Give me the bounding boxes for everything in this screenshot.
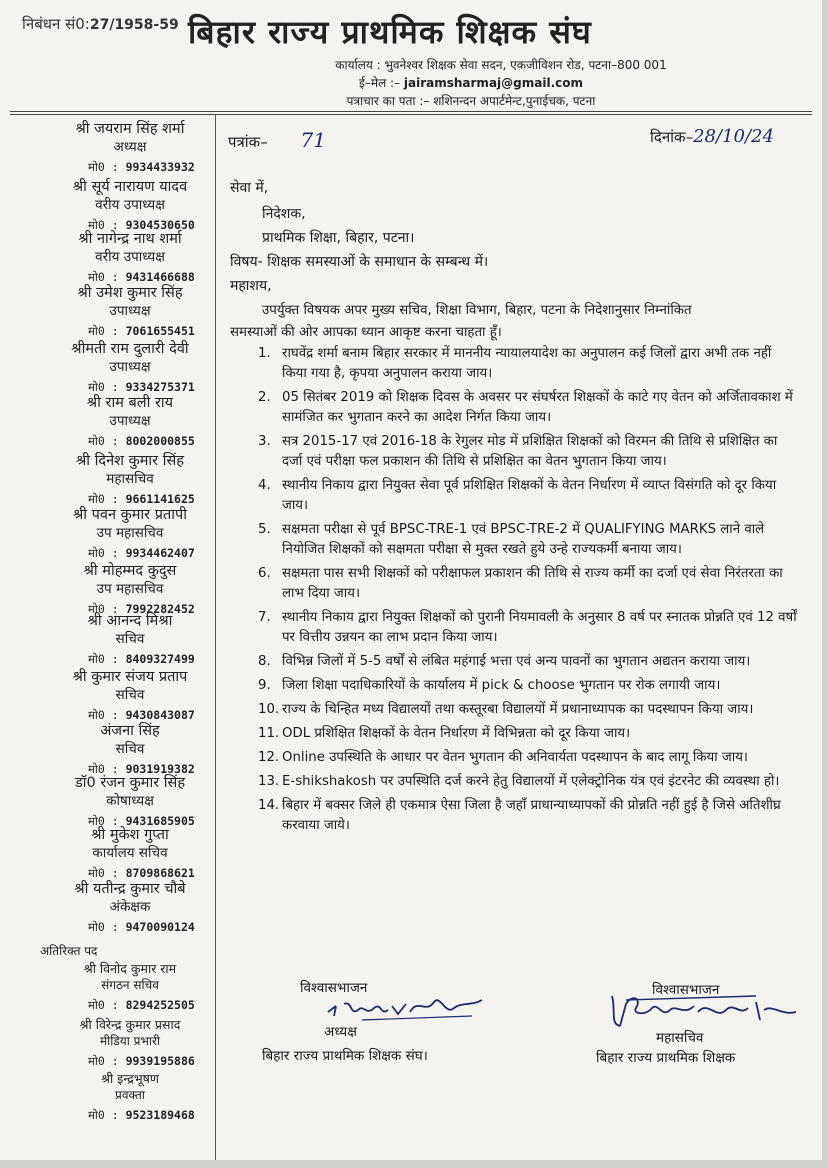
letter-date: दिनांक–28/10/24 <box>650 126 774 147</box>
official-name: श्री विरेन्द्र कुमार प्रसाद <box>79 1017 181 1032</box>
subject-line: विषय- शिक्षक समस्याओं के समाधान के सम्बन्ध में। <box>230 254 489 270</box>
official-entry <box>50 562 210 598</box>
issue-item <box>258 388 798 428</box>
issue-item <box>258 700 798 720</box>
official-post: उपाध्यक्ष <box>109 413 151 429</box>
official-entry <box>50 506 210 542</box>
official-name: श्री नागेन्द्र नाथ शर्मा <box>78 231 182 247</box>
additional-official-entry <box>50 1070 210 1104</box>
office-address: कार्यालय : भुवनेश्वर शिक्षक सेवा सदन, एकजीविशन रोड, पटना–800 001 <box>335 58 667 72</box>
closing-left: विश्वासभाजन <box>300 980 368 996</box>
issue-number: 12. <box>258 750 280 765</box>
official-name: श्री पवन कुमार प्रतापी <box>73 507 187 523</box>
official-mobile <box>88 866 195 881</box>
greeting: महाशय, <box>230 278 272 294</box>
issue-text: राज्य के चिन्हित मध्य विद्यालयों तथा कस्तूरबा विद्यालयों में प्रधानाध्यापक का पदस्थापन किया जाय। <box>282 702 754 717</box>
issue-text: सक्षमता परीक्षा से पूर्व BPSC-TRE-1 एवं BPSC-TRE-2 में QUALIFYING MARKS लाने वाले नियोजित शिक्षकों को सक्षमता परीक्षा से मुक्त रखते हुये उन्हे राज्यकर्मी बनाया जाय। <box>282 522 765 557</box>
official-name: डॉ0 रंजन कुमार सिंह <box>74 775 186 791</box>
issue-item <box>258 520 798 560</box>
signatory-post-left: अध्यक्ष <box>324 1024 357 1040</box>
additional-posts-label: अतिरिक्त पद <box>40 944 98 958</box>
official-entry <box>50 178 210 214</box>
official-entry <box>50 668 210 704</box>
issue-text: विभिन्न जिलों में 5-5 वर्षों से लंबित महंगाई भत्ता एवं अन्य पावनों का भुगतान अद्यतन कराया जाय। <box>282 654 751 669</box>
issue-text: 05 सितंबर 2019 को शिक्षक दिवस के अवसर पर संघर्षरत शिक्षकों के काटे गए वेतन को अर्जितावकाश में सामंजित कर भुगतान करने का आदेश निर्गत किया जाय। <box>282 390 793 425</box>
mobile-label: मो0 : <box>88 602 119 616</box>
mobile-number: 7061655451 <box>125 324 195 338</box>
official-name: श्री कुमार संजय प्रताप <box>72 669 188 685</box>
issue-item <box>258 564 798 604</box>
issue-item <box>258 796 798 836</box>
mobile-label: मो0 : <box>88 160 119 174</box>
issue-item <box>258 748 798 768</box>
official-post: कार्यालय सचिव <box>92 845 168 861</box>
official-mobile <box>88 492 195 507</box>
official-post: संगठन सचिव <box>101 978 159 992</box>
issue-text: स्थानीय निकाय द्वारा नियुक्त सेवा पूर्व प्रशिक्षित शिक्षकों के वेतन निर्धारण में व्याप्त विसंगति को दूर किया जाय। <box>282 478 777 513</box>
salutation-to: सेवा में, <box>230 180 269 196</box>
issue-item <box>258 344 798 384</box>
registration-number: निबंधन सं0:27/1958-59 <box>22 15 179 33</box>
official-entry <box>50 826 210 862</box>
official-name: श्री यतीन्द्र कुमार चौबे <box>74 881 186 897</box>
official-mobile <box>88 998 195 1013</box>
reference-number-value: 71 <box>300 128 326 152</box>
addressee-line: प्राथमिक शिक्षा, बिहार, पटना। <box>262 230 415 246</box>
signature-president <box>322 986 492 1026</box>
intro-line: समस्याओं की ओर आपका ध्यान आकृष्ट करना चाहता हूँ। <box>230 325 502 340</box>
issue-item <box>258 652 798 672</box>
mobile-number: 9470090124 <box>125 920 195 934</box>
official-name: श्री इन्द्रभूषण <box>101 1071 159 1086</box>
postal-address: पत्राचार का पता :– शशिनन्दन अपार्टमेन्ट,पुनाईचक, पटना <box>346 94 596 108</box>
official-name: श्री दिनेश कुमार सिंह <box>76 453 184 469</box>
official-entry <box>50 774 210 810</box>
issue-number: 5. <box>258 522 271 537</box>
issue-number: 2. <box>258 390 271 405</box>
reference-number: पत्रांक– 71 <box>228 128 326 152</box>
issue-number: 14. <box>258 798 280 813</box>
addressee-line: निदेशक, <box>262 206 306 222</box>
official-name: श्री मोहम्मद कुदुस <box>83 563 177 579</box>
official-mobile <box>88 920 195 935</box>
mobile-number: 8709868621 <box>125 866 195 880</box>
mobile-label: मो0 : <box>88 998 119 1012</box>
mobile-label: मो0 : <box>88 324 119 338</box>
official-post: मीडिया प्रभारी <box>99 1034 161 1048</box>
official-post: सचिव <box>115 687 145 703</box>
mobile-number: 9934462407 <box>125 546 195 560</box>
official-mobile <box>88 546 195 561</box>
mobile-number: 8002000855 <box>125 434 195 448</box>
official-post: प्रवक्ता <box>115 1088 145 1102</box>
additional-official-entry <box>50 960 210 994</box>
official-entry <box>50 880 210 916</box>
issue-item <box>258 772 798 792</box>
issue-number: 13. <box>258 774 280 789</box>
official-entry <box>50 120 210 156</box>
issue-item <box>258 676 798 696</box>
official-post: उपाध्यक्ष <box>109 359 151 375</box>
official-name: श्री उमेश कुमार सिंह <box>77 285 183 301</box>
official-post: अध्यक्ष <box>113 139 147 155</box>
issue-text: सत्र 2015-17 एवं 2016-18 के रेगुलर मोड में प्रशिक्षित शिक्षकों को विरमन की तिथि से प्रशिक्षित का दर्जा एवं परीक्षा फल प्रकाशन की तिथि से प्रशिक्षित का वेतन भुगतान किया जाय। <box>282 434 778 469</box>
header-divider <box>10 114 812 115</box>
mobile-label: मो0 : <box>88 762 119 776</box>
issue-text: Online उपस्थिति के आधार पर वेतन भुगतान की अनिवार्यता पदस्थापन के बाद लागू किया जाय। <box>282 750 748 765</box>
mobile-number: 7992282452 <box>125 602 195 616</box>
official-post: उप महासचिव <box>96 525 164 541</box>
official-post: वरीय उपाध्यक्ष <box>95 249 165 265</box>
mobile-label: मो0 : <box>88 1054 119 1068</box>
mobile-label: मो0 : <box>88 218 119 232</box>
official-post: महासचिव <box>106 471 154 487</box>
official-post: कोषाध्यक्ष <box>106 793 154 809</box>
mobile-label: मो0 : <box>88 434 119 448</box>
closing-right: विश्वासभाजन <box>652 982 720 998</box>
mobile-number: 9431685905 <box>125 814 195 828</box>
official-entry <box>50 612 210 648</box>
signatory-org-left: बिहार राज्य प्राथमिक शिक्षक संघ। <box>262 1048 428 1064</box>
official-post: उपाध्यक्ष <box>109 303 151 319</box>
official-mobile <box>88 434 195 449</box>
header-divider <box>10 111 812 112</box>
mobile-number: 9523189468 <box>125 1108 195 1122</box>
email-address: jairamsharmaj@gmail.com <box>403 76 583 90</box>
sidebar-divider <box>215 114 216 1160</box>
mobile-number: 9939195886 <box>125 1054 195 1068</box>
official-post: सचिव <box>115 741 145 757</box>
official-mobile <box>88 324 195 339</box>
organization-name: बिहार राज्य प्राथमिक शिक्षक संघ <box>188 13 592 51</box>
issue-item <box>258 476 798 516</box>
issue-item <box>258 724 798 744</box>
signatory-org-right: बिहार राज्य प्राथमिक शिक्षक <box>596 1050 736 1066</box>
official-entry <box>50 340 210 376</box>
email-line: ई–मेल :– jairamsharmaj@gmail.com <box>359 76 583 90</box>
official-mobile <box>88 708 195 723</box>
official-entry <box>50 230 210 266</box>
issue-number: 6. <box>258 566 271 581</box>
signatory-post-right: महासचिव <box>656 1030 704 1046</box>
issue-number: 7. <box>258 610 271 625</box>
official-name: श्रीमती राम दुलारी देवी <box>71 341 189 357</box>
mobile-label: मो0 : <box>88 866 119 880</box>
mobile-number: 9661141625 <box>125 492 195 506</box>
official-mobile <box>88 1108 195 1123</box>
issue-text: जिला शिक्षा पदाधिकारियों के कार्यालय में pick & choose भुगतान पर रोक लगायी जाय। <box>282 678 721 693</box>
mobile-label: मो0 : <box>88 380 119 394</box>
issue-number: 1. <box>258 346 271 361</box>
official-mobile <box>88 652 195 667</box>
issue-text: सक्षमता पास सभी शिक्षकों को परीक्षाफल प्रकाशन की तिथि से राज्य कर्मी का दर्जा एवं सेवा निरंतरता का लाभ दिया जाय। <box>282 566 783 601</box>
intro-line: उपर्युक्त विषयक अपर मुख्य सचिव, शिक्षा विभाग, बिहार, पटना के निदेशानुसार निम्नांकित <box>262 303 692 318</box>
official-mobile <box>88 270 195 285</box>
mobile-number: 8294252505 <box>125 998 195 1012</box>
official-name: श्री सूर्य नारायण यादव <box>72 179 188 195</box>
official-post: सचिव <box>115 631 145 647</box>
mobile-label: मो0 : <box>88 708 119 722</box>
official-name: श्री जयराम सिंह शर्मा <box>75 121 185 137</box>
official-post: उप महासचिव <box>96 581 164 597</box>
mobile-number: 9304530650 <box>125 218 195 232</box>
issue-text: E-shikshakosh पर उपस्थिति दर्ज करने हेतु विद्यालयों में एलेक्ट्रोनिक यंत्र एवं इंटरनेट की व्यवस्था हो। <box>282 774 780 789</box>
issue-item <box>258 432 798 472</box>
issue-text: बिहार में बक्सर जिले ही एकमात्र ऐसा जिला है जहाँ प्राधान्याध्यापकों की प्रोन्नति नहीं हुई है जिसे अतिशीघ्र करवाया जाये। <box>282 798 781 833</box>
official-entry <box>50 394 210 430</box>
official-name: अंजना सिंह <box>100 723 160 739</box>
mobile-number: 9934433932 <box>125 160 195 174</box>
issue-number: 4. <box>258 478 271 493</box>
mobile-label: मो0 : <box>88 492 119 506</box>
official-name: श्री राम बली राय <box>86 395 174 411</box>
official-entry <box>50 284 210 320</box>
letterhead <box>0 0 822 112</box>
mobile-number: 9031919382 <box>125 762 195 776</box>
signature-general-secretary <box>606 990 806 1034</box>
mobile-label: मो0 : <box>88 652 119 666</box>
additional-official-entry <box>50 1016 210 1050</box>
issue-number: 10. <box>258 702 280 717</box>
issue-number: 9. <box>258 678 271 693</box>
mobile-number: 9334275371 <box>125 380 195 394</box>
issue-item <box>258 608 798 648</box>
mobile-number: 8409327499 <box>125 652 195 666</box>
official-name: श्री मुकेश गुप्ता <box>91 827 169 843</box>
official-mobile <box>88 1054 195 1069</box>
issue-number: 8. <box>258 654 271 669</box>
official-mobile <box>88 160 195 175</box>
mobile-number: 9431466688 <box>125 270 195 284</box>
official-post: वरीय उपाध्यक्ष <box>95 197 165 213</box>
official-entry <box>50 722 210 758</box>
mobile-number: 9430843087 <box>125 708 195 722</box>
official-mobile <box>88 380 195 395</box>
issue-number: 11. <box>258 726 280 741</box>
issue-number: 3. <box>258 434 271 449</box>
mobile-label: मो0 : <box>88 814 119 828</box>
issue-text: स्थानीय निकाय द्वारा नियुक्त शिक्षकों को पुरानी नियमावली के अनुसार 8 वर्ष पर स्नातक प्रोन्नति एवं 12 वर्षों पर वित्तीय उन्नयन का लाभ प्रदान किया जाय। <box>282 610 797 645</box>
mobile-label: मो0 : <box>88 920 119 934</box>
issue-text: ODL प्रशिक्षित शिक्षकों के वेतन निर्धारण में विभिन्नता को दूर किया जाय। <box>282 726 631 741</box>
official-name: श्री आनन्द मिश्रा <box>87 613 173 629</box>
official-post: अंकेक्षक <box>109 899 151 915</box>
mobile-label: मो0 : <box>88 1108 119 1122</box>
issue-text: राघवेंद्र शर्मा बनाम बिहार सरकार में माननीय न्यायालयादेश का अनुपालन कई जिलों द्वारा अभी तक नहीं किया गया है, कृपया अनुपालन कराया जाय। <box>282 346 772 381</box>
mobile-label: मो0 : <box>88 546 119 560</box>
official-entry <box>50 452 210 488</box>
letter-date-value: 28/10/24 <box>693 126 774 147</box>
official-name: श्री विनोद कुमार राम <box>83 961 177 976</box>
mobile-label: मो0 : <box>88 270 119 284</box>
